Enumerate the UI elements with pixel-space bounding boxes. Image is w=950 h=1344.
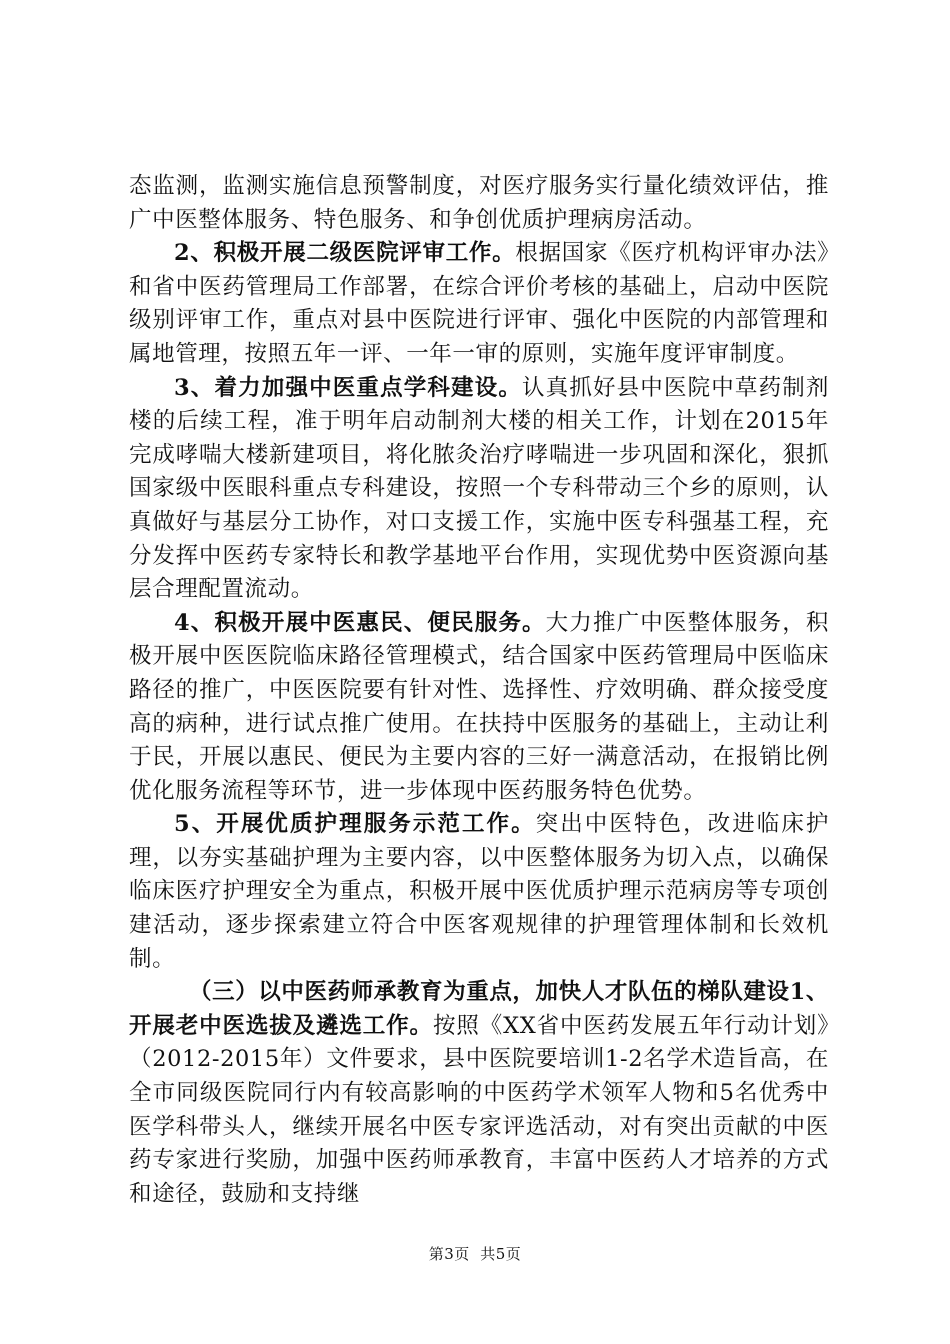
paragraph-heading: 5、开展优质护理服务示范工作。 <box>174 811 536 838</box>
paragraph-text: 突出中医特色，改进临床护理，以夯实基础护理为主要内容，以中医整体服务为切入点，以确保临床医疗护理安全为重点，积极开展中医优质护理示范病房等专项创建活动，逐步探索建立符合中医客观规律的护理管理体制和长效机制。 <box>129 811 830 972</box>
paragraph-key-discipline <box>129 372 829 607</box>
page-number-label: 第3页 共5页 <box>428 1245 522 1263</box>
paragraph-text: 按照《XX省中医药发展五年行动计划》（2012-2015年）文件要求，县中医院要培训1-2名学术造旨高，在全市同级医院同行内有较高影响的中医药学术领军人物和5名优秀中医学科带头人，继续开展名中医专家评选活动，对有突出贡献的中医药专家进行奖励，加强中医药师承教育，丰富中医药人才培养的方式和途径，鼓励和支持继 <box>129 1012 829 1207</box>
paragraph-text: 认真抓好县中医院中草药制剂楼的后续工程，准于明年启动制剂大楼的相关工作，计划在2015年完成哮喘大楼新建项目，将化脓灸治疗哮喘进一步巩固和深化，狠抓国家级中医眼科重点专科建设，按照一个专科带动三个乡的原则，认真做好与基层分工协作，对口支援工作，实施中医专科强基工程，充分发挥中医药专家特长和教学基地平台作用，实现优势中医资源向基层合理配置流动。 <box>129 374 829 603</box>
paragraph-heading: （三）以中医药师承教育为重点，加快人才队伍的梯队建设1、开展老中医选拔及遴选工作。 <box>129 979 829 1039</box>
paragraph-secondary-hospital-review <box>129 237 829 371</box>
page-footer <box>0 1243 950 1264</box>
paragraph-text: 大力推广中医整体服务，积极开展中医医院临床路径管理模式，结合国家中医药管理局中医临床路径的推广，中医医院要有针对性、选择性、疗效明确、群众接受度高的病种，进行试点推广使用。在扶持中医服务的基础上，主动让利于民，开展以惠民、便民为主要内容的三好一满意活动，在报销比例优化服务流程等环节，进一步体现中医药服务特色优势。 <box>129 609 829 804</box>
paragraph-heading: 3、着力加强中医重点学科建设。 <box>174 374 523 401</box>
paragraph-talent-team <box>129 976 829 1211</box>
paragraph-benefit-service <box>129 607 829 809</box>
paragraph-continuation <box>129 170 829 237</box>
paragraph-nursing-demo <box>129 808 829 976</box>
paragraph-heading: 4、积极开展中医惠民、便民服务。 <box>174 609 546 636</box>
paragraph-text: 根据国家《医疗机构评审办法》和省中医药管理局工作部署，在综合评价考核的基础上，启动中医院级别评审工作，重点对县中医院进行评审、强化中医院的内部管理和属地管理，按照五年一评、一年一审的原则，实施年度评审制度。 <box>129 240 830 367</box>
paragraph-heading: 2、积极开展二级医院评审工作。 <box>174 240 516 267</box>
document-body <box>129 170 829 1211</box>
paragraph-text: 态监测，监测实施信息预警制度，对医疗服务实行量化绩效评估，推广中医整体服务、特色服务、和争创优质护理病房活动。 <box>129 173 829 233</box>
